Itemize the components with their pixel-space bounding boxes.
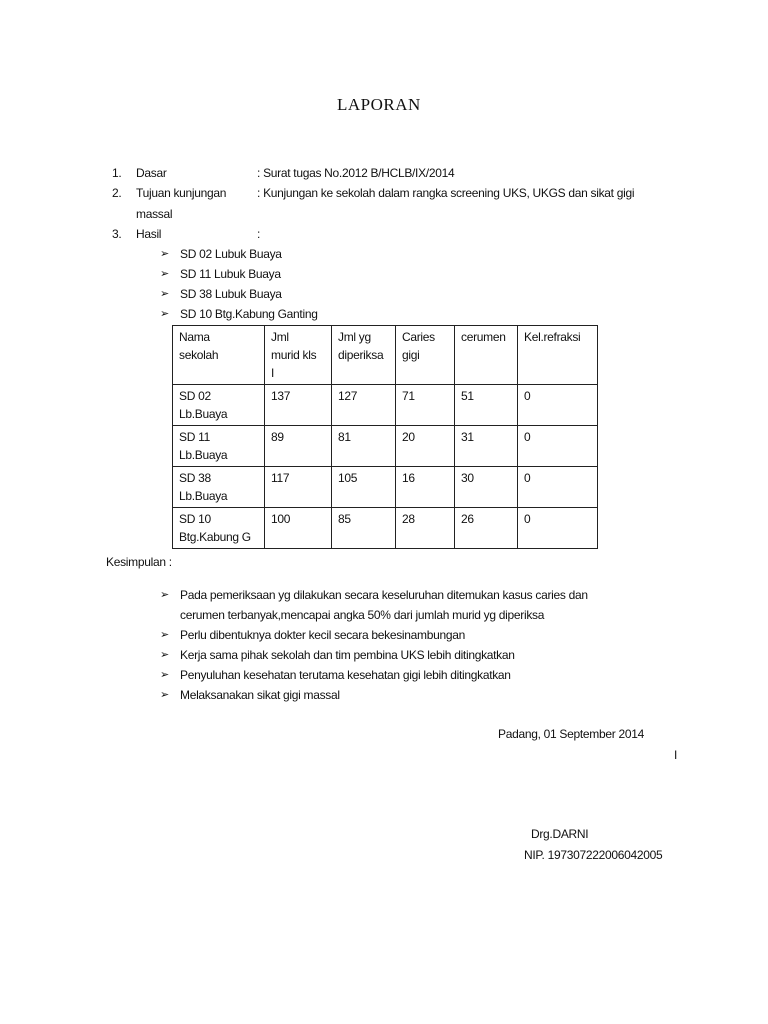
header-text: Kel.refraksi: [524, 330, 581, 344]
bullet-arrow-icon: ➢: [160, 589, 169, 601]
bullet-arrow-icon: ➢: [160, 649, 169, 661]
cell-text: SD 11: [179, 430, 210, 444]
school-list-item: SD 10 Btg.Kabung Ganting: [180, 307, 318, 321]
table-cell: 137: [265, 385, 332, 426]
item-label: Hasil: [136, 227, 162, 241]
table-cell: [173, 385, 265, 426]
bullet-arrow-icon: ➢: [160, 629, 169, 641]
table-row: [173, 426, 598, 467]
table-row: [173, 508, 598, 549]
conclusion-item: Perlu dibentuknya dokter kecil secara bekesinambungan: [180, 628, 465, 642]
table-header-cell: [332, 326, 396, 385]
table-cell: 0: [518, 426, 598, 467]
cell-text: Lb.Buaya: [179, 407, 228, 421]
header-text: diperiksa: [338, 348, 384, 362]
table-header-cell: [455, 326, 518, 385]
table-header-cell: [173, 326, 265, 385]
table-cell: 26: [455, 508, 518, 549]
stray-mark: I: [674, 748, 678, 762]
item-value-continued: massal: [136, 207, 173, 221]
cell-text: SD 38: [179, 471, 211, 485]
table-cell: 20: [396, 426, 455, 467]
table-cell: 71: [396, 385, 455, 426]
school-list-item: SD 38 Lubuk Buaya: [180, 287, 282, 301]
item-value: : Kunjungan ke sekolah dalam rangka screening UKS, UKGS dan sikat gigi: [257, 186, 635, 200]
bullet-arrow-icon: ➢: [160, 268, 169, 280]
table-cell: 31: [455, 426, 518, 467]
page-title: LAPORAN: [337, 95, 421, 114]
table-cell: 0: [518, 385, 598, 426]
table-header-cell: [518, 326, 598, 385]
item-number: 1.: [112, 166, 122, 180]
header-text: murid kls: [271, 348, 317, 362]
table-cell: 16: [396, 467, 455, 508]
bullet-arrow-icon: ➢: [160, 288, 169, 300]
header-text: gigi: [402, 348, 420, 362]
table-header-cell: [396, 326, 455, 385]
table-cell: 0: [518, 467, 598, 508]
cell-text: SD 10: [179, 512, 211, 526]
table-cell: 100: [265, 508, 332, 549]
header-text: Nama: [179, 330, 210, 344]
item-number: 3.: [112, 227, 122, 241]
table-cell: 81: [332, 426, 396, 467]
school-list-item: SD 11 Lubuk Buaya: [180, 267, 281, 281]
item-label: Dasar: [136, 166, 167, 180]
table-cell: 85: [332, 508, 396, 549]
conclusion-item: Kerja sama pihak sekolah dan tim pembina UKS lebih ditingkatkan: [180, 648, 515, 662]
table-cell: [173, 467, 265, 508]
table-cell: 28: [396, 508, 455, 549]
conclusion-item: Melaksanakan sikat gigi massal: [180, 688, 340, 702]
conclusion-item: Penyuluhan kesehatan terutama kesehatan gigi lebih ditingkatkan: [180, 668, 511, 682]
table-cell: 117: [265, 467, 332, 508]
signer-nip: NIP. 197307222006042005: [524, 848, 663, 862]
table-cell: [173, 426, 265, 467]
header-text: Caries: [402, 330, 435, 344]
table-cell: 0: [518, 508, 598, 549]
item-number: 2.: [112, 186, 122, 200]
item-label: Tujuan kunjungan: [136, 186, 227, 200]
table-cell: 127: [332, 385, 396, 426]
cell-text: Btg.Kabung G: [179, 530, 251, 544]
table-cell: 89: [265, 426, 332, 467]
table-cell: [173, 508, 265, 549]
conclusion-item: cerumen terbanyak,mencapai angka 50% dari jumlah murid yg diperiksa: [180, 608, 545, 622]
school-list-item: SD 02 Lubuk Buaya: [180, 247, 282, 261]
cell-text: Lb.Buaya: [179, 489, 228, 503]
place-date: Padang, 01 September 2014: [498, 727, 644, 741]
table-cell: 30: [455, 467, 518, 508]
bullet-arrow-icon: ➢: [160, 669, 169, 681]
signer-name: Drg.DARNI: [531, 827, 589, 841]
conclusion-label: Kesimpulan :: [106, 555, 172, 569]
table-header-row: [173, 326, 598, 385]
header-text: Jml yg: [338, 330, 371, 344]
header-text: cerumen: [461, 330, 506, 344]
bullet-arrow-icon: ➢: [160, 248, 169, 260]
header-text: sekolah: [179, 348, 219, 362]
header-text: I: [271, 366, 275, 380]
cell-text: SD 02: [179, 389, 211, 403]
item-value: :: [257, 227, 261, 241]
table-cell: 105: [332, 467, 396, 508]
item-value: : Surat tugas No.2012 B/HCLB/IX/2014: [257, 166, 455, 180]
conclusion-item: Pada pemeriksaan yg dilakukan secara keseluruhan ditemukan kasus caries dan: [180, 588, 588, 602]
table-cell: 51: [455, 385, 518, 426]
bullet-arrow-icon: ➢: [160, 308, 169, 320]
table-header-cell: [265, 326, 332, 385]
bullet-arrow-icon: ➢: [160, 689, 169, 701]
table-row: [173, 385, 598, 426]
header-text: Jml: [271, 330, 289, 344]
results-table: [172, 325, 598, 549]
cell-text: Lb.Buaya: [179, 448, 228, 462]
table-row: [173, 467, 598, 508]
